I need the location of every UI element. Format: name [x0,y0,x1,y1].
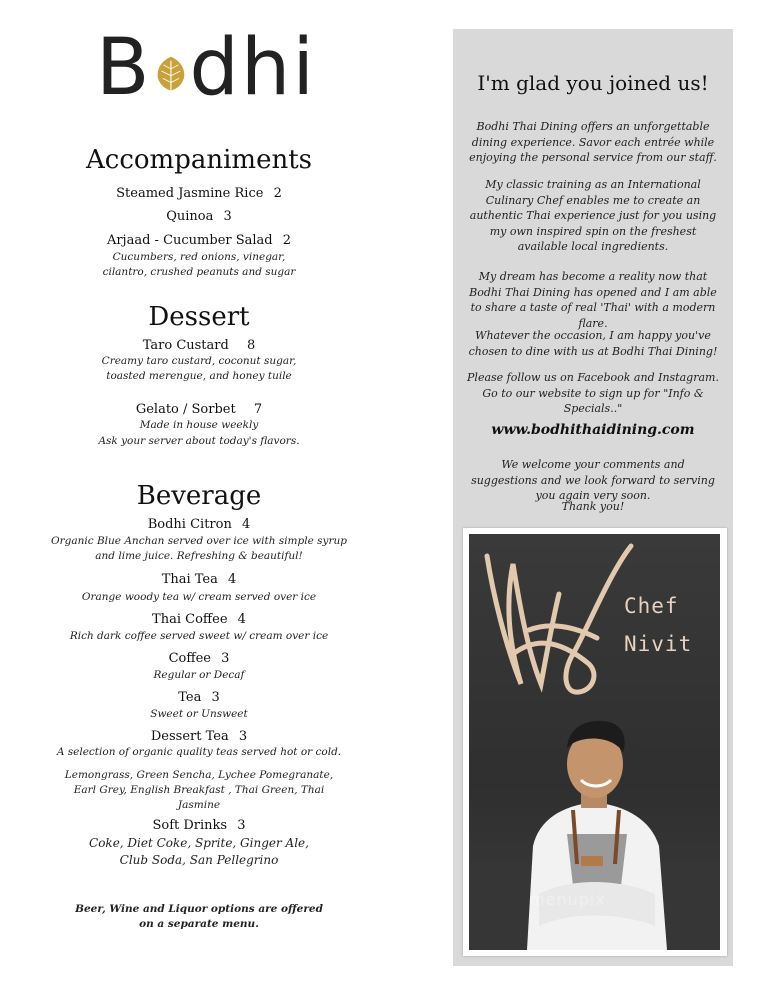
welcome-paragraph-1: Bodhi Thai Dining offers an unforgettable dining experience. Savor each entrée while enjoying the personal service from our staff. [469,120,717,164]
menu-item-thai-coffee [0,612,398,627]
item-price: 3 [237,818,246,833]
welcome-paragraph-5: Please follow us on Facebook and Instagram. Go to our website to sign up for "Info & Specials.." [467,371,719,415]
tea-description: Sweet or Unsweet [150,708,248,720]
item-name: Steamed Jasmine Rice [116,186,264,201]
menu-item-tea [0,690,398,705]
item-name: Arjaad - Cucumber Salad [106,233,273,248]
item-price: 4 [228,572,237,587]
welcome-paragraph-4: Whatever the occasion, I am happy you've chosen to dine with us at Bodhi Thai Dining! [468,329,718,358]
item-name: Taro Custard [142,338,229,353]
coffee-description: Regular or Decaf [153,669,245,681]
menu-item-bodhi-citron [0,517,398,532]
logo-letter-b: B [96,23,152,113]
dessert-title: Dessert [148,302,250,332]
item-price: 3 [223,209,232,224]
soft-drinks-description: Coke, Diet Coke, Sprite, Ginger Ale, Club Soda, San Pellegrino [89,836,309,867]
menu-item-gelato-sorbet [0,402,398,417]
thank-you-text: Thank you! [561,500,625,513]
item-name: Soft Drinks [152,818,228,833]
item-price: 3 [211,690,220,705]
website-link[interactable]: www.bodhithaidining.com [491,422,695,438]
menu-item-taro-custard [0,338,398,353]
welcome-paragraph-2: My classic training as an International Culinary Chef enables me to create an authentic Thai experience just for you using my own inspired spin on the freshest available local ingredients. [469,178,717,253]
chef-caption-line-2: Nivit [624,632,693,656]
dessert-tea-varieties: Lemongrass, Green Sencha, Lychee Pomegranate, Earl Grey, English Breakfast , Thai Green, Thai Jasmine [64,769,334,811]
item-name: Dessert Tea [150,729,229,744]
signature-art [487,546,631,692]
chef-caption-line-1: Chef [624,594,679,618]
item-price: 3 [238,729,248,744]
accompaniments-title: Accompaniments [86,145,312,175]
bodhi-citron-description: Organic Blue Anchan served over ice with simple syrup and lime juice. Refreshing & beautiful! [51,535,347,562]
item-name: Quinoa [166,209,214,224]
bodhi-logo [96,23,316,113]
item-name: Thai Coffee [152,612,228,627]
menu-item-coffee [0,651,398,666]
menu-item-jasmine-rice [0,186,398,201]
thai-coffee-description: Rich dark coffee served sweet w/ cream over ice [69,630,329,642]
item-name: Coffee [168,651,211,666]
menu-item-thai-tea [0,572,398,587]
item-name: Bodhi Citron [147,517,232,532]
item-price: 2 [282,233,292,248]
bodhi-leaf-icon [154,45,188,101]
menu-item-arjaad [0,233,398,248]
welcome-paragraph-6: We welcome your comments and suggestions and we look forward to serving you again very soon. [471,458,715,502]
watermark-text: menupix [529,890,606,909]
gelato-description-2: Ask your server about today's flavors. [98,435,300,447]
item-price: 4 [241,517,251,532]
beverage-title: Beverage [136,481,262,511]
item-price: 8 [246,338,256,353]
item-price: 3 [221,651,230,666]
welcome-paragraph-3: My dream has become a reality now that Bodhi Thai Dining has opened and I am able to share a taste of real 'Thai' with a modern flare. [469,270,717,330]
menu-item-quinoa [0,209,398,224]
arjaad-description: Cucumbers, red onions, vinegar, cilantro, crushed peanuts and sugar [102,251,296,278]
alcohol-note: Beer, Wine and Liquor options are offered on a separate menu. [75,903,323,930]
gelato-description-1: Made in house weekly [139,419,259,431]
item-price: 4 [237,612,246,627]
item-price: 2 [273,186,282,201]
logo-letters-dhi: dhi [189,23,316,113]
welcome-title: I'm glad you joined us! [477,71,709,95]
menu-item-dessert-tea [0,729,398,744]
chef-illustration [469,534,720,950]
item-name: Thai Tea [161,572,218,587]
taro-custard-description: Creamy taro custard, coconut sugar, toasted merengue, and honey tuile [101,355,297,382]
thai-tea-description: Orange woody tea w/ cream served over ice [81,591,317,603]
dessert-tea-description: A selection of organic quality teas served hot or cold. [56,746,342,758]
item-price: 7 [253,402,263,417]
menu-item-soft-drinks [0,818,398,833]
chef-photo [469,534,720,950]
item-name: Tea [178,690,202,705]
chef-figure [527,721,667,950]
item-name: Gelato / Sorbet [135,402,236,417]
